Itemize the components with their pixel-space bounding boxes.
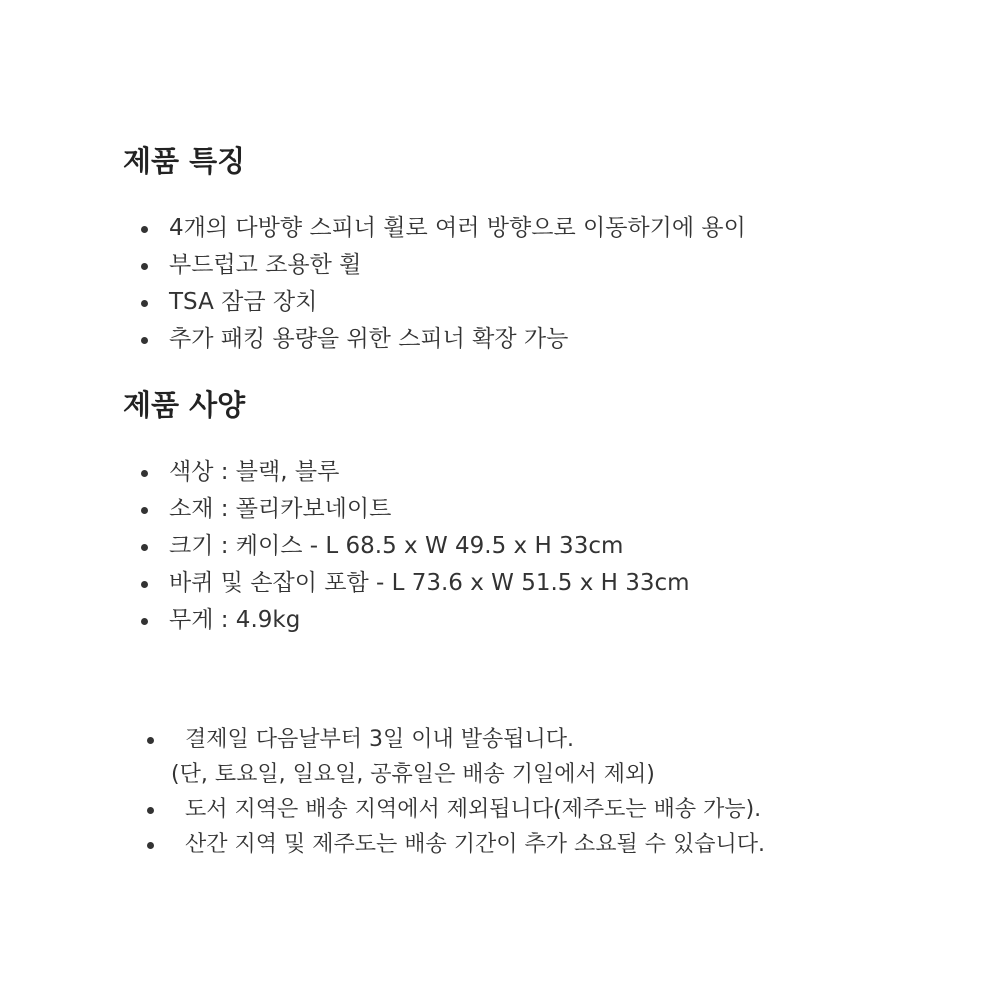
spec-text: 바퀴 및 손잡이 포함 - L 73.6 x W 51.5 x H 33cm (169, 570, 690, 596)
bullet-icon (141, 618, 148, 625)
bullet-icon (141, 470, 148, 477)
feature-text: 추가 패킹 용량을 위한 스피너 확장 가능 (169, 326, 569, 352)
shipping-text: 산간 지역 및 제주도는 배송 기간이 추가 소요될 수 있습니다. (185, 832, 765, 857)
feature-text: 부드럽고 조용한 휠 (169, 252, 362, 278)
bullet-icon (141, 226, 148, 233)
shipping-text: 결제일 다음날부터 3일 이내 발송됩니다. (185, 727, 574, 752)
spec-text: 소재 : 폴리카보네이트 (169, 496, 392, 522)
bullet-icon (141, 300, 148, 307)
spec-text: 무게 : 4.9kg (169, 607, 301, 633)
spec-text: 크기 : 케이스 - L 68.5 x W 49.5 x H 33cm (169, 533, 624, 559)
features-heading: 제품 특징 (123, 144, 246, 178)
feature-text: 4개의 다방향 스피너 휠로 여러 방향으로 이동하기에 용이 (169, 215, 746, 241)
list-item (141, 792, 765, 827)
bullet-icon (147, 807, 154, 814)
shipping-text: 도서 지역은 배송 지역에서 제외됩니다(제주도는 배송 가능). (185, 797, 762, 822)
bullet-icon (141, 581, 148, 588)
bullet-icon (141, 507, 148, 514)
shipping-notice-list (141, 722, 765, 862)
shipping-subtext: (단, 토요일, 일요일, 공휴일은 배송 기일에서 제외) (171, 762, 655, 787)
specs-heading: 제품 사양 (123, 388, 246, 422)
bullet-icon (141, 263, 148, 270)
feature-text: TSA 잠금 장치 (169, 289, 318, 315)
bullet-icon (141, 337, 148, 344)
list-item (141, 827, 765, 862)
spec-text: 색상 : 블랙, 블루 (169, 459, 340, 485)
bullet-icon (147, 737, 154, 744)
list-item (141, 722, 765, 792)
bullet-icon (141, 544, 148, 551)
bullet-icon (147, 842, 154, 849)
